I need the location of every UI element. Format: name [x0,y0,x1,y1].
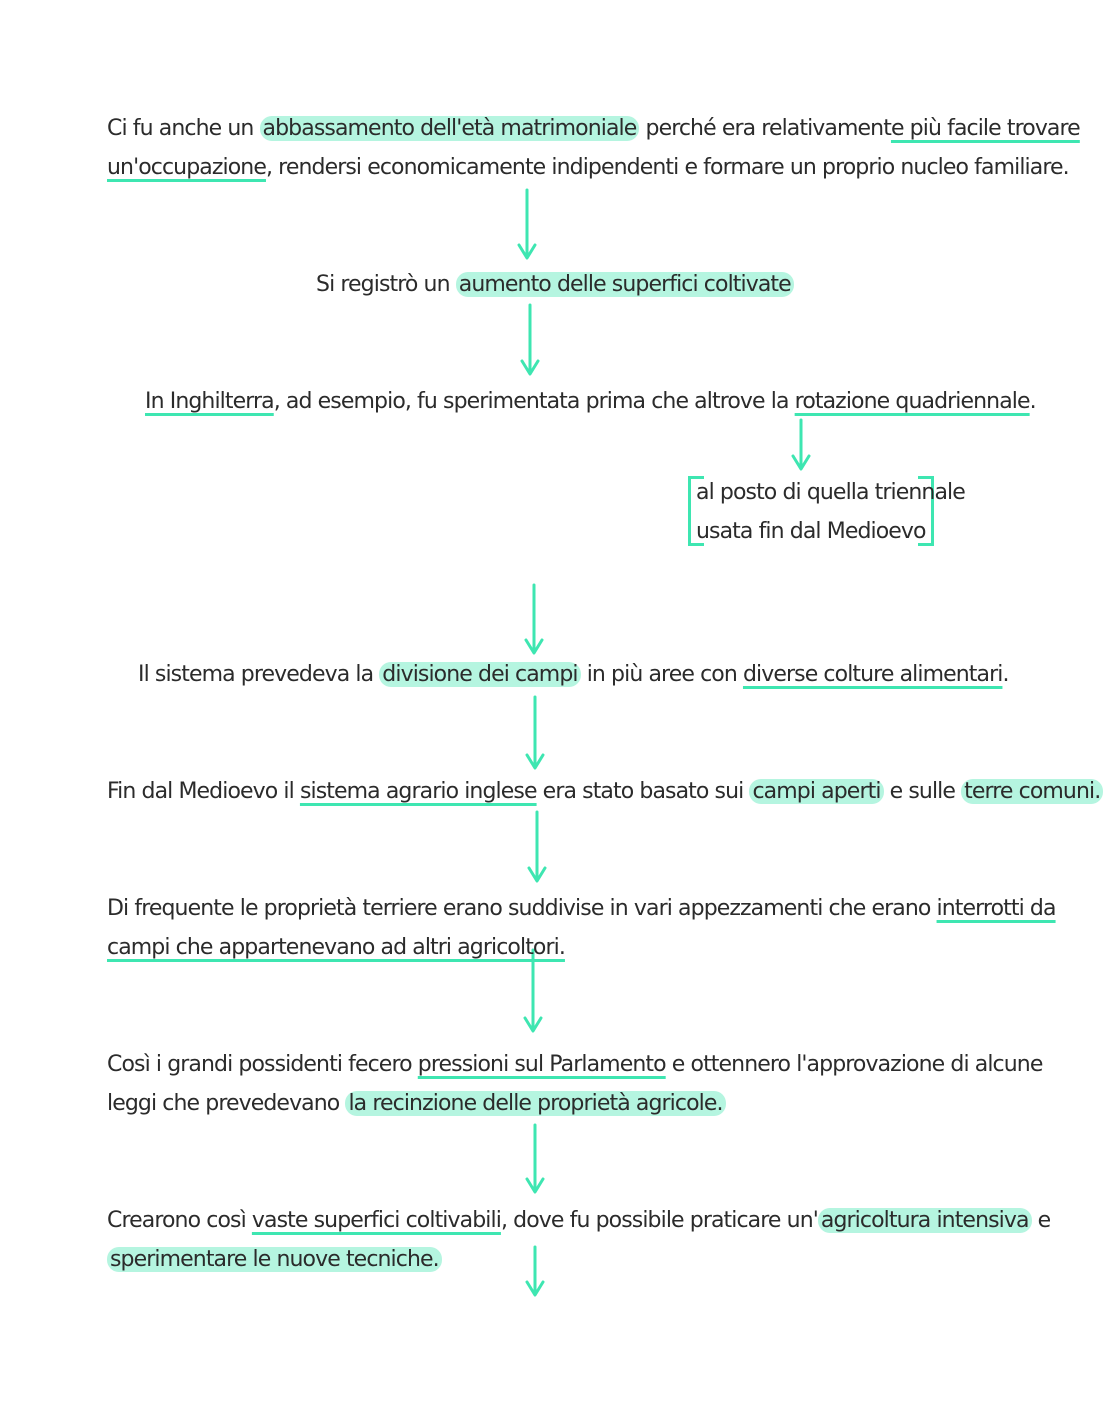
underlined-text: sistema agrario inglese [299,779,537,804]
text-line [107,114,1080,144]
arrow-3 [793,420,809,469]
text-line [107,894,1056,924]
text-line [107,153,1069,183]
underlined-text: vaste superfici coltivabili [251,1208,501,1233]
arrow-8 [527,1125,543,1192]
arrow-5 [527,697,543,768]
underlined-text: e più facile trovare [890,116,1080,141]
text-line [107,1089,726,1119]
note-line [696,517,926,547]
highlighted-text: la recinzione delle proprietà agricole. [345,1091,725,1116]
text-segment: , dove fu possibile praticare un' [500,1208,818,1233]
highlighted-text: divisione dei campi [379,662,580,687]
highlighted-text: campi aperti [749,779,883,804]
text-segment: Si registrò un [316,272,456,297]
text-segment: Crearono così [107,1208,252,1233]
underlined-text: In Inghilterra [145,389,274,414]
arrow-2 [522,305,538,374]
text-segment: era stato basato sui [536,779,750,804]
text-segment: al posto di quella triennale [696,480,965,505]
arrow-4 [526,585,542,653]
text-line [107,1206,1050,1236]
text-segment: e [1031,1208,1051,1233]
text-segment: . [1029,389,1036,414]
text-segment: usata fin dal Medioevo [696,519,926,544]
text-line [138,660,1009,690]
underlined-text: un'occupazione [107,155,266,180]
text-segment: Il sistema prevedeva la [138,662,380,687]
text-segment: perché era relativament [639,116,891,141]
text-segment: , ad esempio, fu sperimentata prima che altrove la [273,389,795,414]
arrow-1 [519,190,535,258]
text-line [107,1245,442,1275]
text-segment: Fin dal Medioevo il [107,779,300,804]
text-line [107,933,565,963]
underlined-text: interrotti da [936,896,1056,921]
text-line [316,270,794,300]
text-segment: in più aree con [580,662,743,687]
text-segment: e sulle [883,779,962,804]
text-segment: Così i grandi possidenti fecero [107,1052,418,1077]
underlined-text: pressioni sul Parlamento [417,1052,666,1077]
text-line [107,1050,1042,1080]
text-line [107,777,1103,807]
text-line [145,387,1036,417]
text-segment: Di frequente le proprietà terriere erano suddivise in vari appezzamenti che erano [107,896,937,921]
underlined-text: campi che appartenevano ad altri agricoltori. [107,935,565,960]
text-segment: Ci fu anche un [107,116,260,141]
underlined-text: rotazione quadriennale [794,389,1030,414]
note-line [696,478,965,508]
highlighted-text: aumento delle superfici coltivate [456,272,794,297]
highlighted-text: sperimentare le nuove tecniche. [107,1247,442,1272]
text-segment: e ottennero l'approvazione di alcune [665,1052,1043,1077]
text-segment: , rendersi economicamente indipendenti e formare un proprio nucleo familiare. [265,155,1069,180]
text-segment: leggi che prevedevano [107,1091,346,1116]
text-segment: . [1002,662,1009,687]
highlighted-text: abbassamento dell'età matrimoniale [260,116,640,141]
arrow-6 [529,812,545,881]
highlighted-text: agricoltura intensiva [818,1208,1032,1233]
underlined-text: diverse colture alimentari [742,662,1003,687]
highlighted-text: terre comuni. [961,779,1103,804]
arrow-9 [527,1247,543,1295]
